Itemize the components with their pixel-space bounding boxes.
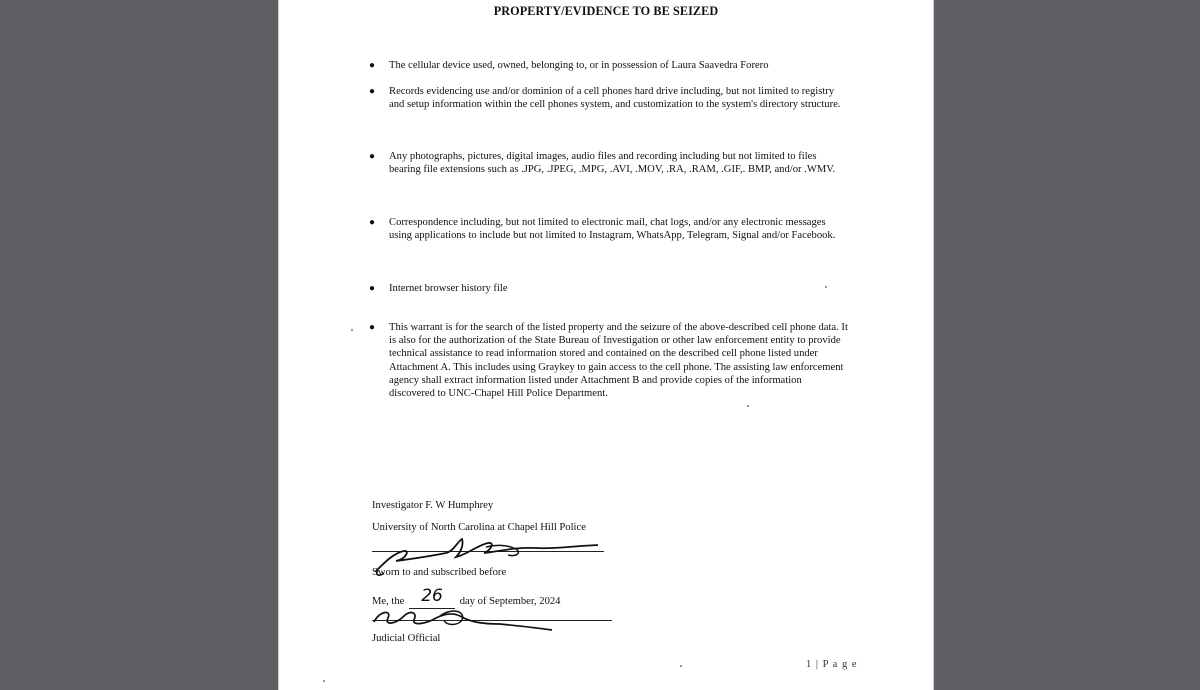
list-item — [369, 282, 849, 295]
date-prefix: Me, the — [372, 596, 405, 607]
date-suffix: day of September, 2024 — [459, 596, 561, 607]
list-item — [369, 85, 849, 111]
bullet-icon: ● — [369, 151, 376, 162]
list-item-text: This warrant is for the search of the listed property and the seizure of the above-described cell phone data. It is also for the authorization of the State Bureau of Investigation or other law enforcement entity to provide technical assistance to read information stored and contained on the described cell phone listed under Attachment A. This includes using Graykey to gain access to the cell phone. The assisting law enforcement agency shall extract information listed under Attachment B and provide copies of the information discovered to UNC-Chapel Hill Police Department. — [389, 322, 848, 400]
page-title: PROPERTY/EVIDENCE TO BE SEIZED — [493, 4, 719, 18]
scan-speck — [351, 329, 353, 331]
scan-speck — [323, 680, 325, 682]
date-day: 26 — [421, 586, 443, 606]
scan-speck — [680, 665, 682, 667]
bullet-icon: ● — [369, 217, 376, 228]
list-item — [369, 321, 849, 400]
scan-speck — [825, 286, 827, 288]
list-item — [369, 216, 849, 242]
investigator-name: Investigator F. W Humphrey — [372, 500, 494, 511]
list-item-text: Internet browser history file — [389, 283, 508, 294]
list-item — [369, 59, 849, 72]
judicial-official-label: Judicial Official — [372, 633, 441, 644]
page-number: 1 | P a g e — [806, 659, 858, 670]
scan-speck — [747, 405, 749, 407]
bullet-icon: ● — [369, 283, 376, 294]
list-item-text: Records evidencing use and/or dominion of a cell phones hard drive including, but not limited to registry and setup information within the cell phones system, and customization to the system's directory structure. — [389, 86, 841, 111]
document-page — [279, 0, 933, 690]
bullet-icon: ● — [369, 322, 376, 333]
investigator-agency: University of North Carolina at Chapel Hill Police — [372, 522, 586, 533]
list-item-text: The cellular device used, owned, belonging to, or in possession of Laura Saavedra Forero — [389, 60, 769, 71]
list-item-text: Any photographs, pictures, digital images, audio files and recording including but not limited to files bearing file extensions such as .JPG, .JPEG, .MPG, .AVI, .MOV, .RA, .RAM, .GIF,. BMP, and/or .WMV. — [389, 151, 836, 176]
bullet-icon: ● — [369, 60, 376, 71]
list-item — [369, 150, 849, 176]
bullet-icon: ● — [369, 86, 376, 97]
sworn-statement: Sworn to and subscribed before — [372, 567, 507, 578]
list-item-text: Correspondence including, but not limited to electronic mail, chat logs, and/or any electronic messages using applications to include but not limited to Instagram, WhatsApp, Telegram, Signal and/or Facebook. — [389, 217, 836, 242]
judicial-signature — [370, 604, 570, 636]
